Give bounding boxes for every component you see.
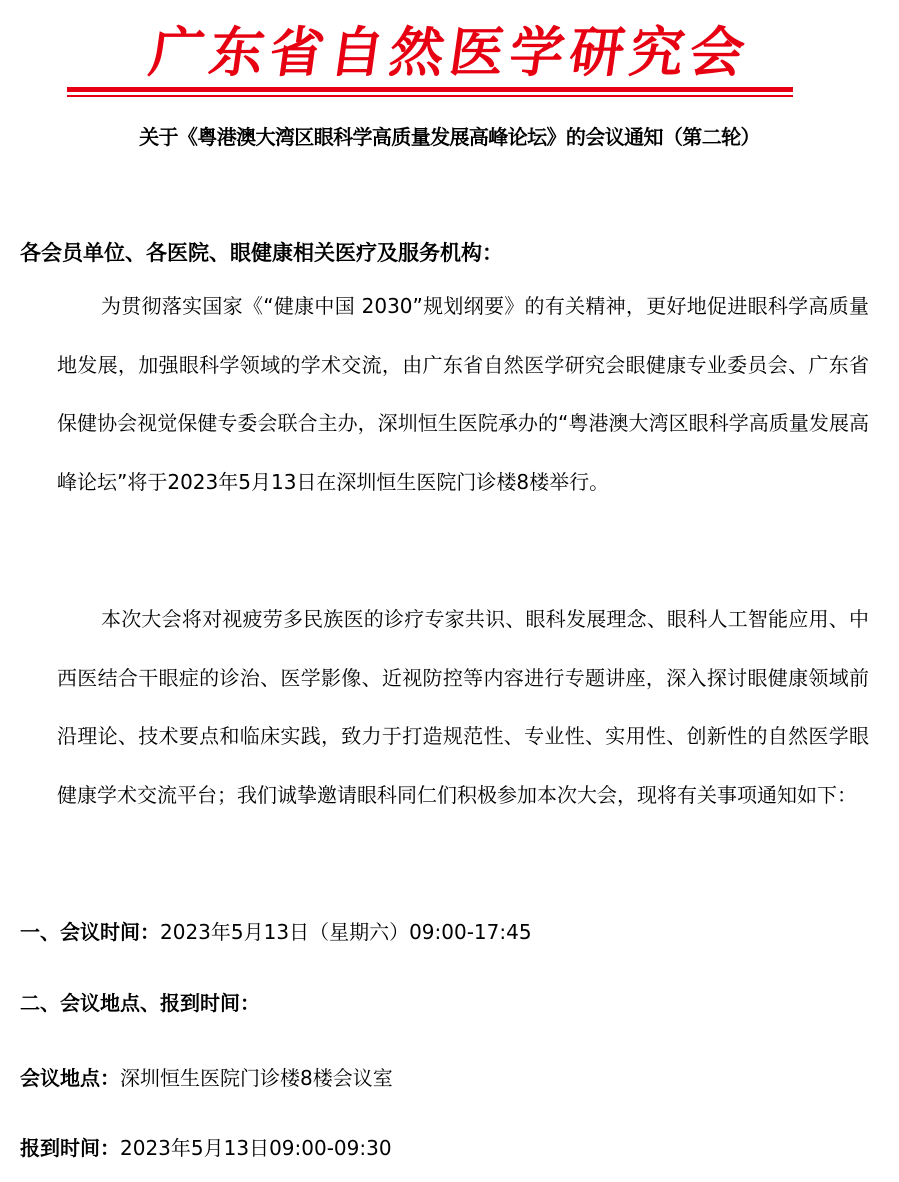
header-rule-thick [67, 87, 793, 92]
venue-label: 会议地点： [20, 1066, 120, 1090]
salutation: 各会员单位、各医院、眼健康相关医疗及服务机构： [20, 241, 503, 265]
registration-time-label: 报到时间： [20, 1136, 120, 1160]
body-paragraph-1: 为贯彻落实国家《“健康中国 2030”规划纲要》的有关精神，更好地促进眼科学高质量地发展，加强眼科学领域的学术交流，由广东省自然医学研究会眼健康专业委员会、广东省保健协会视觉保健专委会联合主办，深圳恒生医院承办的“粤港澳大湾区眼科学高质量发展高峰论坛”将于2023年5月13日在深圳恒生医院门诊楼8楼举行。 [57, 294, 869, 494]
masthead [0, 18, 899, 86]
registration-time-item [20, 1133, 392, 1163]
venue-item [20, 1063, 393, 1093]
body-paragraph-2: 本次大会将对视疲劳多民族医的诊疗专家共识、眼科发展理念、眼科人工智能应用、中西医结合干眼症的诊治、医学影像、近视防控等内容进行专题讲座，深入探讨眼健康领域前沿理论、技术要点和临床实践，致力于打造规范性、专业性、实用性、创新性的自然医学眼健康学术交流平台；我们诚挚邀请眼科同仁们积极参加本次大会，现将有关事项通知如下： [57, 607, 869, 807]
header-rule-thin [67, 95, 793, 97]
venue-value: 深圳恒生医院门诊楼8楼会议室 [120, 1066, 393, 1090]
meeting-time-value: 2023年5月13日（星期六）09:00-17:45 [160, 920, 532, 944]
meeting-time-item [20, 917, 532, 947]
meeting-time-label: 一、会议时间： [20, 920, 160, 944]
venue-section-label: 二、会议地点、报到时间： [20, 991, 260, 1015]
notice-title: 关于《粤港澳大湾区眼科学高质量发展高峰论坛》的会议通知（第二轮） [139, 125, 760, 149]
registration-time-value: 2023年5月13日09:00-09:30 [120, 1136, 392, 1160]
venue-section-heading [20, 988, 260, 1018]
organization-name: 广东省自然医学研究会 [145, 20, 754, 84]
